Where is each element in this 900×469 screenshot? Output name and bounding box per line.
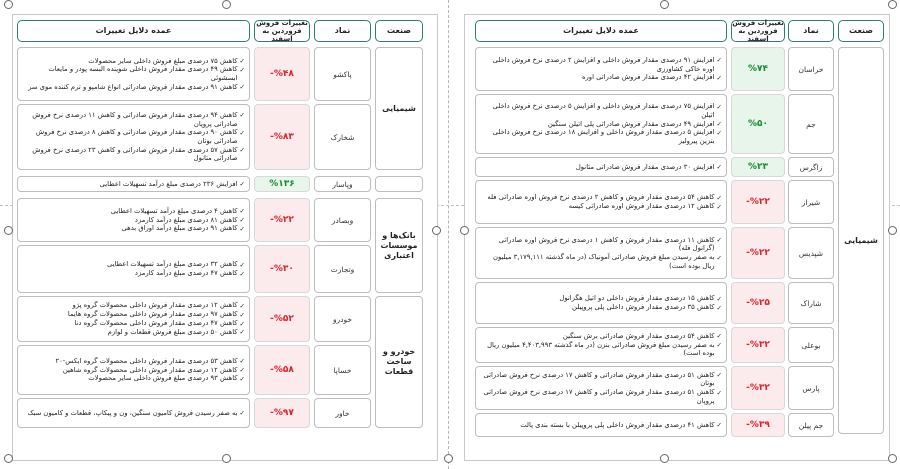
reason-item: [22, 57, 245, 66]
industry-cell: [375, 176, 423, 192]
resize-handle[interactable]: [4, 226, 13, 235]
header-industry: صنعت: [838, 20, 884, 42]
check-icon: ✓: [239, 366, 245, 375]
check-icon: ✓: [239, 65, 245, 74]
reason-text: کاهش ۷۵ درصدی مبلغ فروش داخلی سایر محصولات: [88, 56, 238, 65]
symbol-cell: شخارک: [314, 104, 371, 170]
sales-change-cell: -%۹۷: [254, 398, 310, 428]
reason-text: به صفر رسیدن مبلغ فروش صادراتی بنزن (در ماه گذشته ۴,۴۰۳,۹۹۳ میلیون ریال بوده است): [487, 340, 715, 358]
resize-handle[interactable]: [222, 0, 231, 9]
check-icon: ✓: [716, 303, 722, 312]
sales-change-cell: %۱۳۶: [254, 176, 310, 192]
symbol-cell: خساپا: [314, 345, 371, 395]
reason-text: افزایش ۴۹ درصدی مقدار فروش صادراتی پلی اتیلن سنگین: [547, 119, 715, 128]
header-industry: صنعت: [375, 20, 423, 42]
reason-item: [22, 409, 245, 418]
symbol-cell: جم پیلن: [788, 413, 834, 437]
reason-item: [480, 56, 722, 73]
reasons-cell: [475, 282, 727, 324]
industry-cell: [375, 198, 423, 293]
reasons-cell: [17, 176, 250, 192]
check-icon: ✓: [239, 374, 245, 383]
reasons-cell: [475, 47, 727, 91]
sales-change-cell: -%۳۹: [731, 413, 785, 437]
symbol-cell: پارس: [788, 366, 834, 410]
reason-text: کاهش ۵۷ درصدی مقدار فروش صادراتی و کاهش ۲۳ درصدی نرخ فروش صادراتی متانول: [32, 145, 238, 163]
reason-item: [22, 146, 245, 163]
check-icon: ✓: [239, 146, 245, 155]
reason-item: [22, 224, 245, 233]
reason-text: کاهش ۹۳ درصدی مبلغ فروش داخلی سایر محصولات: [88, 374, 238, 383]
industry-label: شیمیایی: [382, 103, 416, 113]
reasons-cell: [475, 327, 727, 363]
sales-change-cell: %۲۳: [731, 157, 785, 177]
check-icon: ✓: [239, 357, 245, 366]
reason-text: کاهش ۴۷ درصدی مقدار فروش داخلی محصولات گروه دنا: [74, 319, 238, 327]
reason-item: [480, 388, 722, 405]
reason-item: [22, 310, 245, 319]
symbol-cell: شاراک: [788, 282, 834, 324]
reason-item: [480, 332, 722, 341]
reason-item: [480, 163, 722, 172]
reason-text: کاهش ۵۱ درصدی مقدار فروش صادراتی و کاهش ۱۷ درصدی نرخ فروش صادراتی پروپان: [483, 388, 715, 405]
resize-handle[interactable]: [660, 0, 669, 9]
reason-item: [22, 269, 245, 278]
reason-text: کاهش ۹۰ درصدی مقدار فروش صادراتی و کاهش ۸ درصدی نرخ فروش صادراتی بوتان: [35, 128, 238, 145]
reason-item: [22, 128, 245, 145]
reasons-cell: [475, 227, 727, 279]
symbol-cell: خراسان: [788, 47, 834, 91]
check-icon: ✓: [239, 83, 245, 92]
reason-item: [22, 366, 245, 375]
check-icon: ✓: [239, 57, 245, 65]
sales-change-cell: -%۴۸: [254, 47, 310, 101]
sales-change-cell: -%۳۲: [731, 327, 785, 363]
header-reasons: عمده دلایل تغییرات: [475, 20, 727, 42]
reason-text: کاهش ۸۱ درصدی مبلغ درآمد کارمزد: [134, 215, 238, 224]
reasons-cell: [17, 47, 250, 101]
industry-label: خودرو و ساخت قطعات: [382, 347, 416, 376]
reasons-cell: [475, 157, 727, 177]
right-table-sheet: [464, 14, 890, 461]
symbol-cell: پاکشو: [314, 47, 371, 101]
reason-item: [480, 128, 722, 145]
check-icon: ✓: [239, 216, 245, 225]
reason-item: [22, 260, 245, 269]
reason-item: [480, 102, 722, 119]
sales-change-cell: -%۸۳: [254, 104, 310, 170]
reasons-cell: [475, 366, 727, 410]
reason-text: کاهش ۴۹ درصدی مقدار فروش داخلی شوینده البسه پودر و مایعات ابسشوئی: [48, 65, 238, 82]
reason-text: کاهش ۱۲ درصدی مقدار فروش اوره صادراتی کیسه: [568, 202, 715, 210]
check-icon: ✓: [716, 421, 722, 430]
reason-text: افزایش ۹۱ درصدی مقدار فروش داخلی و افزایش ۲ درصدی نرخ فروش داخلی اوره خاکی کشاورزی: [492, 55, 715, 73]
reason-text: افزایش ۲۳۶ درصدی مبلغ درآمد تسهیلات اعطایی: [99, 179, 238, 188]
check-icon: ✓: [716, 56, 722, 65]
industry-label: [376, 177, 422, 191]
reason-text: به صفر رسیدن مبلغ فروش صادراتی آمونیاک (در ماه گذشته ۳,۱۷۹,۱۱۱ میلیون ریال بوده است): [493, 253, 715, 270]
sales-change-cell: -%۳۲: [731, 366, 785, 410]
header-change: تغییرات فروش فروردین به اسفند: [732, 18, 784, 44]
check-icon: ✓: [716, 73, 722, 82]
reason-text: کاهش ۹۱ درصدی مقدار فروش صادراتی انواع شامپو و ترم کننده موی سر: [28, 82, 238, 91]
symbol-cell: شپدیس: [788, 227, 834, 279]
check-icon: ✓: [239, 328, 245, 337]
symbol-cell: بوعلی: [788, 327, 834, 363]
reasons-cell: [475, 94, 727, 154]
reason-text: افزایش ۷۵ درصدی مقدار فروش داخلی و افزایش ۵ درصدی نرخ فروش داخلی اتیلن: [492, 102, 715, 119]
check-icon: ✓: [239, 319, 245, 328]
resize-handle[interactable]: [888, 454, 897, 463]
reason-text: کاهش ۵۰ درصدی مبلغ فروش قطعات و لوازم: [107, 327, 238, 336]
reason-text: کاهش ۱۲ درصدی مقدار فروش داخلی محصولات گروه پژو: [72, 301, 238, 310]
sales-change-cell: -%۳۰: [254, 245, 310, 293]
reason-item: [22, 111, 245, 128]
reasons-cell: [17, 345, 250, 395]
resize-handle[interactable]: [444, 454, 453, 463]
check-icon: ✓: [716, 120, 722, 129]
check-icon: ✓: [716, 163, 722, 172]
symbol-cell: خودرو: [314, 296, 371, 342]
sales-change-cell: -%۲۲: [731, 227, 785, 279]
sales-change-cell: -%۲۲: [731, 180, 785, 224]
reason-text: کاهش ۹۴ درصدی مقدار فروش صادراتی و کاهش ۱۱ درصدی نرخ فروش صادراتی پروپان: [32, 110, 238, 128]
industry-cell: [375, 47, 423, 170]
reason-text: افزایش ۴۲ درصدی مقدار فروش صادراتی اوره: [581, 73, 715, 82]
check-icon: ✓: [716, 294, 722, 303]
reason-item: [480, 236, 722, 253]
industry-cell: [375, 296, 423, 428]
reason-item: [22, 65, 245, 82]
sales-change-cell: -%۵۸: [254, 345, 310, 395]
header-symbol: نماد: [788, 20, 834, 42]
reason-item: [480, 303, 722, 312]
symbol-cell: شیراز: [788, 180, 834, 224]
reason-item: [480, 421, 722, 430]
reasons-cell: [17, 245, 250, 293]
check-icon: ✓: [239, 128, 245, 137]
header-reasons: عمده دلایل تغییرات: [17, 20, 250, 42]
reason-text: کاهش ۳۲ درصدی مبلغ درآمد تسهیلات اعطایی: [107, 260, 238, 269]
reason-text: کاهش ۹۱ درصدی مبلغ درآمد اوراق بدهی: [121, 224, 238, 233]
resize-handle[interactable]: [4, 454, 13, 463]
reason-item: [480, 371, 722, 388]
reason-item: [22, 83, 245, 92]
resize-handle[interactable]: [888, 0, 897, 9]
reason-text: کاهش ۵۴ درصدی مقدار فروش و کاهش ۲ درصدی نرخ فروش اوره صادراتی فله: [487, 193, 715, 202]
industry-label: بانک‌ها و موسسات اعتباری: [380, 230, 418, 260]
reason-item: [480, 253, 722, 270]
check-icon: ✓: [716, 332, 722, 341]
check-icon: ✓: [239, 269, 245, 278]
symbol-cell: جم: [788, 94, 834, 154]
check-icon: ✓: [716, 253, 722, 262]
reason-item: [480, 202, 722, 211]
reason-item: [22, 301, 245, 310]
reason-text: افزایش ۳۰ درصدی مقدار فروش صادراتی متانول: [575, 162, 715, 171]
check-icon: ✓: [239, 310, 245, 319]
reasons-cell: [475, 180, 727, 224]
sales-change-cell: -%۲۵: [731, 282, 785, 324]
symbol-cell: وتجارت: [314, 245, 371, 293]
sales-change-cell: %۷۴: [731, 47, 785, 91]
reason-text: کاهش ۱۵ درصدی مقدار فروش داخلی دو اتیل هگزانول: [559, 294, 715, 303]
check-icon: ✓: [239, 180, 245, 189]
reason-text: کاهش ۵۴ درصدی مقدار فروش صادراتی برش سنگین: [562, 331, 715, 340]
reasons-cell: [17, 198, 250, 242]
sales-change-cell: %۵۰: [731, 94, 785, 154]
reason-text: افزایش ۵ درصدی مقدار فروش داخلی و افزایش ۱۸ درصدی نرخ فروش داخلی بنزین پیرولیز: [492, 128, 715, 146]
reason-text: کاهش ۴ درصدی مبلغ درآمد تسهیلات اعطایی: [110, 206, 238, 215]
reason-item: [22, 374, 245, 383]
check-icon: ✓: [239, 207, 245, 216]
reason-item: [22, 357, 245, 366]
reason-item: [22, 207, 245, 216]
reason-item: [480, 73, 722, 82]
reason-item: [22, 319, 245, 328]
reasons-cell: [475, 413, 727, 437]
left-table-sheet: [12, 14, 438, 461]
sales-change-cell: -%۵۲: [254, 296, 310, 342]
check-icon: ✓: [239, 409, 245, 418]
page-divider-guide: [448, 0, 449, 469]
reason-text: کاهش ۴۱ درصدی مقدار فروش داخلی پلی پروپیلن با بسته بندی پالت: [520, 420, 715, 429]
check-icon: ✓: [716, 193, 722, 202]
reason-item: [480, 294, 722, 303]
reason-text: کاهش ۵۱ درصدی مقدار فروش صادراتی و کاهش ۱۷ درصدی نرخ فروش صادراتی بوتان: [483, 370, 715, 388]
reason-text: به صفر رسیدن فروش کامیون سنگین، ون و پیکاپ، قطعات و کامیون سبک: [27, 408, 238, 417]
reason-item: [22, 180, 245, 189]
check-icon: ✓: [239, 111, 245, 120]
check-icon: ✓: [716, 341, 722, 350]
header-symbol: نماد: [314, 20, 371, 42]
reason-item: [480, 193, 722, 202]
check-icon: ✓: [716, 128, 722, 137]
reason-item: [480, 341, 722, 358]
symbol-cell: وبصادر: [314, 198, 371, 242]
symbol-cell: وپاسار: [314, 176, 371, 192]
resize-handle[interactable]: [888, 226, 897, 235]
reason-item: [480, 120, 722, 129]
reason-text: کاهش ۱۱ درصدی مقدار فروش و کاهش ۱ درصدی نرخ فروش اوره صادراتی (گرانول فله): [498, 235, 715, 253]
reason-text: کاهش ۱۲ درصدی مقدار فروش داخلی محصولات گروه شاهین: [62, 365, 238, 374]
check-icon: ✓: [716, 371, 722, 380]
check-icon: ✓: [716, 388, 722, 397]
reasons-cell: [17, 296, 250, 342]
resize-handle[interactable]: [222, 454, 231, 463]
industry-cell-chemical: شیمیایی: [838, 47, 884, 434]
symbol-cell: زاگرس: [788, 157, 834, 177]
reason-text: کاهش ۹۷ درصدی مقدار فروش داخلی محصولات گروه هایما: [67, 310, 238, 319]
check-icon: ✓: [716, 236, 722, 245]
resize-handle[interactable]: [460, 226, 469, 235]
sales-change-cell: -%۲۲: [254, 198, 310, 242]
resize-handle[interactable]: [4, 0, 13, 9]
check-icon: ✓: [239, 301, 245, 310]
symbol-cell: خاور: [314, 398, 371, 428]
check-icon: ✓: [239, 260, 245, 269]
reason-text: کاهش ۴۷ درصدی مبلغ درآمد کارمزد: [134, 269, 238, 277]
reason-text: کاهش ۵۳ درصدی مقدار فروش داخلی محصولات گروه ایکس-۲۰: [55, 356, 238, 365]
resize-handle[interactable]: [432, 226, 441, 235]
check-icon: ✓: [716, 202, 722, 211]
reason-item: [22, 328, 245, 337]
reasons-cell: [17, 398, 250, 428]
reasons-cell: [17, 104, 250, 170]
resize-handle[interactable]: [660, 454, 669, 463]
check-icon: ✓: [716, 102, 722, 111]
reason-text: کاهش ۳۵ درصدی مقدار فروش داخلی پلی پروپیلن: [572, 303, 715, 311]
header-change: تغییرات فروش فروردین به اسفند: [254, 20, 310, 42]
check-icon: ✓: [239, 224, 245, 233]
